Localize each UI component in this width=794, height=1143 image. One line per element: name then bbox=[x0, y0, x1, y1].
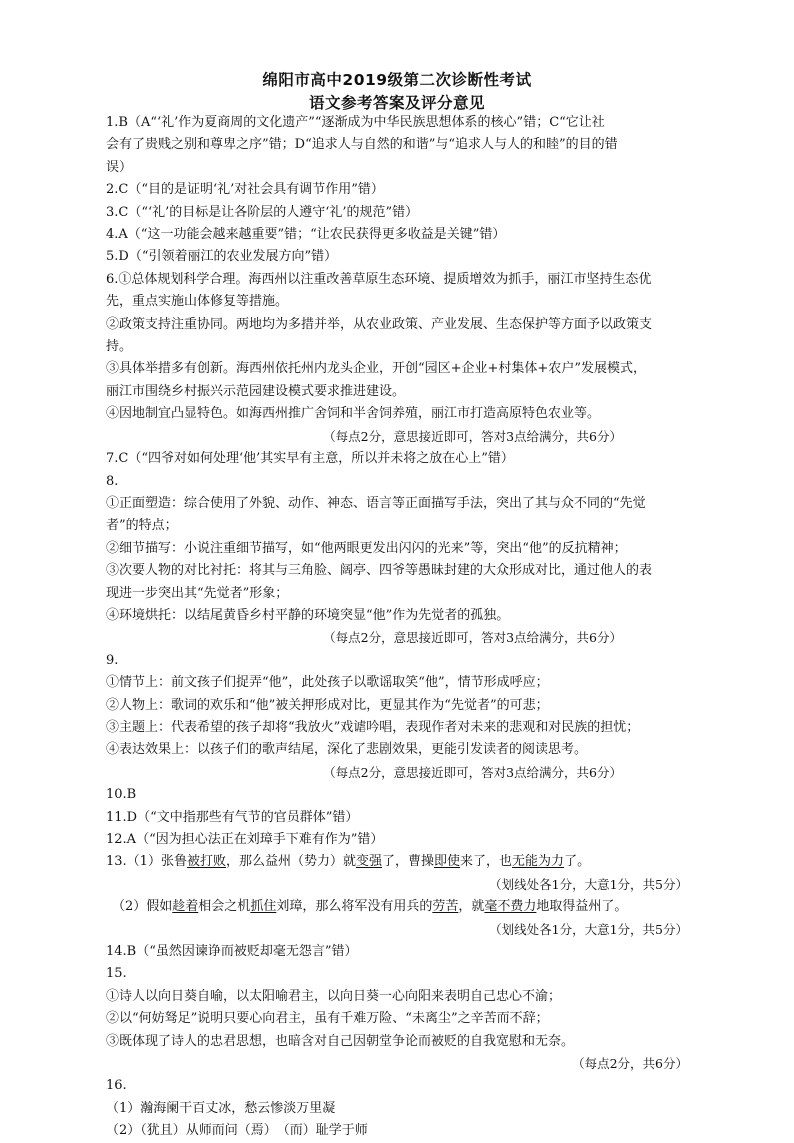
answer-line: ②细节描写：小说注重细节描写，如“他两眼更发出闪闪的光来”等，突出“他”的反抗精神； bbox=[106, 540, 627, 556]
answer-line: ①情节上：前文孩子们捉弄“他”，此处孩子以歌谣取笑“他”，情节形成呼应； bbox=[106, 675, 549, 691]
text-segment: 来了，也 bbox=[460, 854, 513, 870]
underlined-keyword: 趁着 bbox=[172, 899, 199, 915]
answer-line: 5.D（“引领着丽江的农业发展方向”错） bbox=[106, 249, 338, 265]
answer-line: 4.A（“这一功能会越来越重要”错；“让农民获得更多收益是关键”错） bbox=[106, 227, 506, 243]
text-segment: ，那么益州（势力）就 bbox=[225, 854, 356, 870]
answer-line: 7.C（“四爷对如何处理‘他’其实早有主意，所以并未将之放在心上”错） bbox=[106, 451, 514, 467]
text-segment: 了。 bbox=[564, 854, 591, 870]
answer-line: 10.B bbox=[106, 787, 137, 803]
question-number: 8. bbox=[106, 473, 119, 489]
text-segment: 地取得益州了。 bbox=[536, 899, 628, 915]
underlined-keyword: 劳苦 bbox=[432, 899, 459, 915]
text-segment: 了，曹操 bbox=[382, 854, 435, 870]
answer-line: （1）瀚海阑干百丈冰，愁云惨淡万里凝 bbox=[106, 1100, 336, 1116]
scoring-note: （划线处各1分，大意1分，共5分） bbox=[489, 921, 688, 937]
answer-line: ③主题上：代表希望的孩子却将“我放火”戏谑吟唱，表现作者对未来的悲观和对民族的担忧； bbox=[106, 719, 640, 735]
underlined-keyword: 毫不费力 bbox=[484, 899, 537, 915]
answer-line: ③既体现了诗人的忠君思想，也暗含对自己因朝堂争论而被贬的自我宽慰和无奈。 bbox=[106, 1033, 575, 1049]
answer-content bbox=[106, 112, 688, 1143]
text-segment: 13.（1）张鲁 bbox=[106, 854, 187, 870]
answer-line: 3.C（“‘礼’的目标是让各阶层的人遵守‘礼’的规范”错） bbox=[106, 204, 419, 220]
answer-line: 丽江市围绕乡村振兴示范园建设模式要求推进建设。 bbox=[106, 383, 406, 399]
answer-line: ④环境烘托：以结尾黄昏乡村平静的环境突显“他”作为先觉者的孤独。 bbox=[106, 607, 510, 623]
answer-line: 2.C（“目的是证明‘礼’对社会具有调节作用”错） bbox=[106, 182, 384, 198]
answer-line: 11.D（“文中指那些有气节的官员群体”错） bbox=[106, 809, 359, 825]
answer-line: ④表达效果上：以孩子们的歌声结尾，深化了悲剧效果，更能引发读者的阅读思考。 bbox=[106, 742, 588, 758]
answer-line: 现进一步突出其“先觉者”形象； bbox=[106, 585, 289, 601]
answer-line: 会有了贵贱之别和尊卑之序”错；D“追求人与自然的和谐”与“追求人与人的和睦”的目的错 bbox=[106, 137, 618, 153]
answer-line: ①正面塑造：综合使用了外貌、动作、神态、语言等正面描写手法，突出了其与众不同的“先觉 bbox=[106, 495, 646, 511]
answer-line: ②人物上：歌词的欢乐和“他”被关押形成对比，更显其作为“先觉者”的可悲； bbox=[106, 697, 549, 713]
answer-line: 者”的特点； bbox=[106, 518, 178, 534]
answer-line: 14.B（“虽然因谏诤而被贬却毫无怨言”错） bbox=[106, 944, 358, 960]
text-segment: （2）假如 bbox=[112, 899, 173, 915]
underlined-keyword: 抓住 bbox=[250, 899, 277, 915]
scoring-note: （每点2分，意思接近即可，答对3点给满分，共6分） bbox=[323, 428, 622, 444]
answer-line: 先，重点实施山体修复等措施。 bbox=[106, 294, 289, 310]
translation-line-2 bbox=[106, 896, 688, 918]
scoring-note: （每点2分，意思接近即可，答对3点给满分，共6分） bbox=[323, 764, 622, 780]
underlined-keyword: 变强 bbox=[355, 854, 382, 870]
question-number: 9. bbox=[106, 652, 119, 668]
answer-line: 12.A（“因为担心法正在刘璋手下难有作为”错） bbox=[106, 832, 384, 847]
answer-line: ②政策支持注重协同。两地均为多措并举，从农业政策、产业发展、生态保护等方面予以政策支 bbox=[106, 316, 653, 332]
answer-line: ④因地制宜凸显特色。如海西州推广舍饲和半舍饲养殖，丽江市打造高原特色农业等。 bbox=[106, 406, 601, 422]
answer-line: 6.①总体规划科学合理。海西州以注重改善草原生态环境、提质增效为抓手，丽江市坚持生态优 bbox=[106, 271, 652, 287]
page-subtitle: 语文参考答案及评分意见 bbox=[308, 94, 485, 112]
answer-line: ②以“何妨驽足”说明只要心向君主，虽有千难万险、“未离尘”之辛苦而不辞； bbox=[106, 1011, 549, 1027]
answer-line: 1.B（A“‘礼’作为夏商周的文化遗产”“逐渐成为中华民族思想体系的核心”错；C“它让社 bbox=[106, 115, 605, 130]
answer-line: ③具体举措多有创新。海西州依托州内龙头企业，开创“园区+企业+村集体+农户”发展模式， bbox=[106, 361, 646, 377]
scoring-note: （每点2分，意思接近即可，答对3点给满分，共6分） bbox=[323, 630, 622, 646]
answer-line: ①诗人以向日葵自喻，以太阳喻君主，以向日葵一心向阳来表明自己忠心不渝； bbox=[106, 988, 562, 1004]
answer-line: 误） bbox=[106, 159, 133, 175]
text-segment: 相会之机 bbox=[198, 899, 251, 915]
scoring-note: （划线处各1分，大意1分，共5分） bbox=[489, 876, 688, 892]
question-number: 15. bbox=[106, 966, 127, 982]
answer-line: ③次要人物的对比衬托：将其与三角脸、阔亭、四爷等愚昧封建的大众形成对比，通过他人的表 bbox=[106, 563, 653, 579]
translation-line-1 bbox=[106, 851, 688, 873]
text-segment: 刘璋，那么将军没有用兵的 bbox=[276, 899, 433, 915]
text-segment: ，就 bbox=[458, 899, 485, 915]
answer-line: （2）（犹且）从师而问（焉） （而）耻学于师 bbox=[106, 1123, 368, 1139]
question-number: 16. bbox=[106, 1078, 127, 1094]
underlined-keyword: 被打败 bbox=[186, 854, 226, 870]
scoring-note: （每点2分，共6分） bbox=[572, 1056, 688, 1072]
underlined-keyword: 即使 bbox=[434, 854, 461, 870]
page-title: 绵阳市高中2019级第二次诊断性考试 bbox=[262, 71, 532, 89]
answer-line: 持。 bbox=[106, 339, 133, 355]
underlined-keyword: 无能为力 bbox=[512, 854, 565, 870]
